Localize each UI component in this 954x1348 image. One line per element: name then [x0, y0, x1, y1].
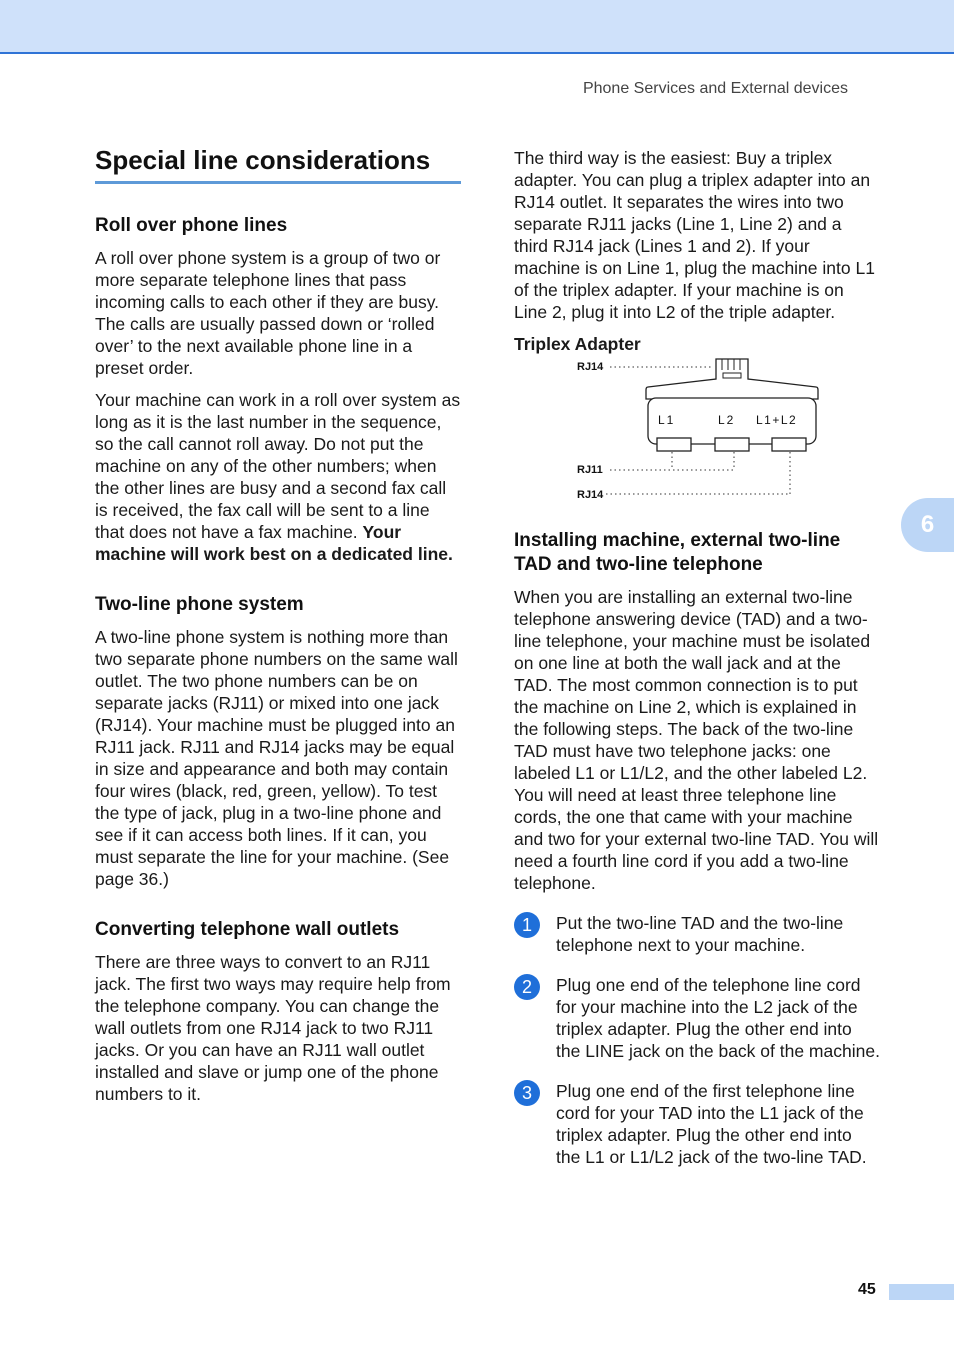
label-rj14-top: RJ14	[577, 361, 604, 373]
right-column	[514, 147, 880, 1168]
plug-clip	[723, 373, 741, 378]
step-number-badge: 2	[514, 974, 540, 1000]
jack-label-l1l2: L1+L2	[756, 413, 798, 427]
triplex-adapter-diagram	[514, 357, 880, 507]
heading-two-line: Two-line phone system	[95, 594, 304, 615]
step-text: Plug one end of the telephone line cord for your machine into the L2 jack of the triplex adapter. Plug the other end into the LINE jack on the back of the machine.	[556, 975, 880, 1061]
heading-installing: Installing machine, external two-line TAD and two-line telephone	[514, 530, 841, 575]
step-3	[514, 1080, 880, 1168]
footer-bar	[889, 1284, 954, 1300]
paragraph-third-way: The third way is the easiest: Buy a triplex adapter. You can plug a triplex adapter into an RJ14 outlet. It separates the wires into two separate RJ11 jacks (Line 1, Line 2) and a third RJ14 jack (Lines 1 and 2). If your machine is on Line 1, plug the machine into L1 of the triplex adapter. If your machine is on Line 2, plug it into L2 of the triple adapter.	[514, 148, 875, 322]
paragraph-installing: When you are installing an external two-line telephone answering device (TAD) and a two-line telephone, your machine must be isolated on one line at both the wall jack and at the TAD. The most common connection is to put the machine on Line 2, which is explained in the following steps. The back of the two-line TAD must have two telephone jacks: one labeled L1 or L1/L2, and the other labeled L2. You will need at least three telephone line cords, the one that came with your machine and two for your external two-line TAD. You will need a fourth line cord if you add a two-line telephone.	[514, 587, 879, 893]
top-header-band	[0, 0, 954, 54]
jack-l1	[657, 438, 691, 451]
heading-converting: Converting telephone wall outlets	[95, 919, 400, 940]
jack-label-l1: L1	[658, 413, 676, 427]
page-number: 45	[858, 1281, 876, 1298]
step-text: Plug one end of the first telephone line cord for your TAD into the L1 jack of the triplex adapter. Plug the other end into the L1 or L1/L2 jack of the two-line TAD.	[556, 1081, 867, 1167]
label-rj14-bottom: RJ14	[577, 489, 604, 501]
step-text: Put the two-line TAD and the two-line telephone next to your machine.	[556, 913, 844, 955]
jack-l2	[715, 438, 749, 451]
paragraph-roll-over-1: A roll over phone system is a group of two or more separate telephone lines that pass incoming calls to each other if they are busy. The calls are usually passed down or ‘rolled over’ to the next available phone line in a preset order.	[95, 248, 441, 378]
chapter-tab: 6	[901, 498, 954, 552]
jack-label-l2: L2	[718, 413, 736, 427]
paragraph-roll-over-2-bold: Your machine will work best on a dedicated line.	[95, 522, 453, 564]
step-number-badge: 1	[514, 912, 540, 938]
jack-l1l2	[772, 438, 806, 451]
section-title: Special line considerations	[95, 145, 461, 184]
paragraph-two-line: A two-line phone system is nothing more than two separate phone numbers on the same wall outlet. The two phone numbers can be on separate jacks (RJ11) or mixed into one jack (RJ14). Your machine must be plugged into an RJ11 jack. RJ11 and RJ14 jacks may be equal in size and appearance and both may contain four wires (black, red, green, yellow). To test the type of jack, plug in a two-line phone and see if it can access both lines. If it can, you must separate the line for your machine. (See page 36.)	[95, 627, 458, 889]
diagram-caption: Triplex Adapter	[514, 334, 641, 354]
paragraph-converting: There are three ways to convert to an RJ11 jack. The first two ways may require help from the telephone company. You can change the wall outlets from one RJ14 jack to two RJ11 jacks. Or you can have an RJ11 wall outlet installed and slave or jump one of the phone numbers to it.	[95, 952, 451, 1104]
step-1	[514, 912, 880, 956]
paragraph-roll-over-2	[95, 389, 463, 565]
heading-roll-over: Roll over phone lines	[95, 215, 288, 236]
step-2	[514, 974, 880, 1062]
left-column	[95, 145, 463, 1105]
step-number-badge: 3	[514, 1080, 540, 1106]
paragraph-roll-over-2-text: Your machine can work in a roll over system as long as it is the last number in the sequence, so the call cannot roll away. Do not put the machine on any of the other numbers; when the other lines are busy and a second fax call is received, the fax call will be sent to a line that does not have a fax machine.	[95, 390, 461, 542]
adapter-plug-outline	[646, 359, 818, 399]
label-rj11: RJ11	[577, 464, 603, 476]
running-header: Phone Services and External devices	[582, 80, 848, 97]
